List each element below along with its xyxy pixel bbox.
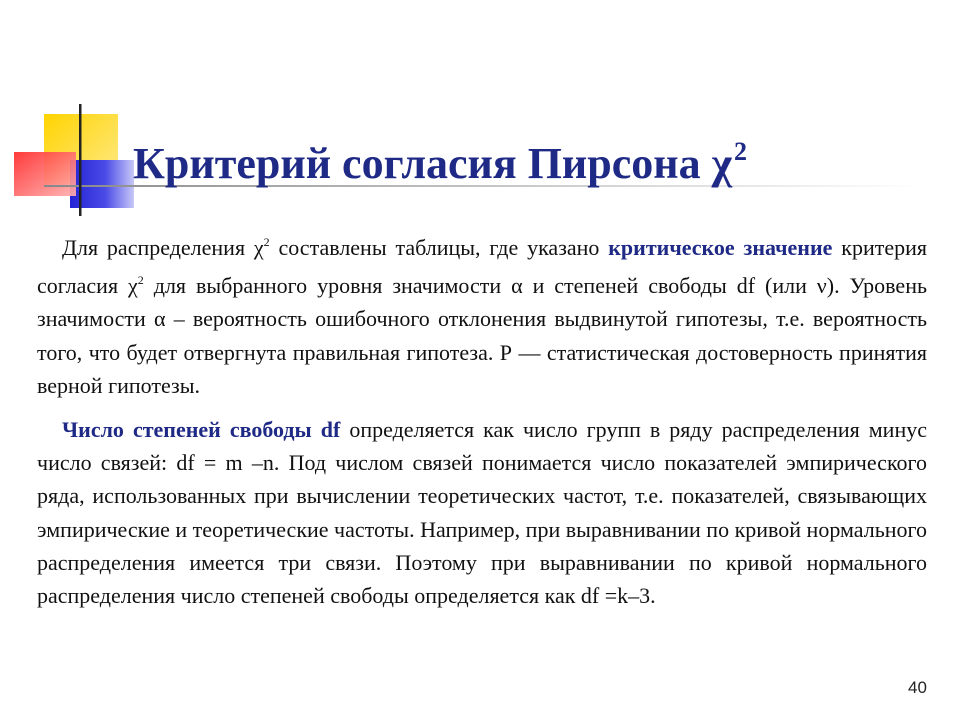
vertical-rule xyxy=(79,104,82,216)
red-square xyxy=(14,152,76,196)
p1-text-3: критерия согласия χ xyxy=(37,235,927,299)
paragraph-1 xyxy=(37,226,927,402)
p1-sup-1: 2 xyxy=(263,235,270,249)
p1-sup-2: 2 xyxy=(137,273,144,288)
p1-text-1: Для распределения χ xyxy=(62,235,264,260)
p1-text-4: для выбранного уровня значимости α и степеней свободы df (или ν). Уровень значимости α – вероятность ошибочного отклонения выдвинутой гипотезы, т.е. вероятность того, что будет отвергнута правильная гипотеза. Р — статистическая достоверность принятия верной гипотезы. xyxy=(37,273,928,398)
title-text: Критерий согласия Пирсона χ xyxy=(133,139,732,188)
p2-text: определяется как число групп в ряду распределения минус число связей: df = m –n. Под числом связей понимается число показателей эмпирического ряда, использованных при вычислении теоретических частот, т.е. показателей, связывающих эмпирические и теоретические частоты. Например, при выравнивании по кривой нормального распределения имеется три связи. Поэтому при выравнивании по кривой нормального распределения число степеней свободы определяется как df =k–3. xyxy=(37,417,927,609)
p1-text-2: составлены таблицы, где указано xyxy=(269,235,609,260)
slide-title xyxy=(133,122,747,194)
title-superscript: 2 xyxy=(733,137,747,166)
p2-highlight: Число степеней свободы df xyxy=(62,417,341,443)
p1-highlight: критическое значение xyxy=(608,235,833,260)
paragraph-2 xyxy=(37,413,927,612)
slide-content xyxy=(37,226,927,612)
page-number: 40 xyxy=(908,678,927,697)
